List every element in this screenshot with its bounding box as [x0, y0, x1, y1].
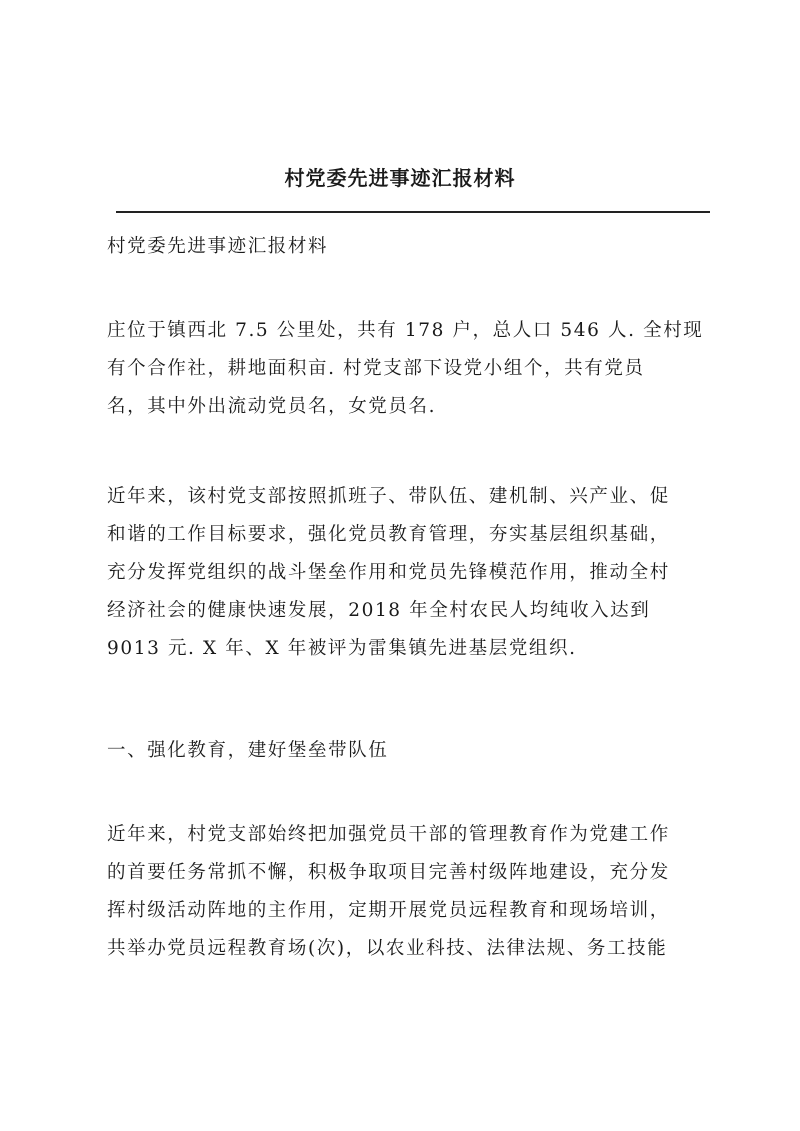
subtitle-line: 村党委先进事迹汇报材料: [107, 236, 329, 257]
paragraph-education: [107, 816, 717, 968]
section-heading-text: 一、强化教育，建好堡垒带队伍: [107, 740, 389, 761]
paragraph-line: 的首要任务常抓不懈，积极争取项目完善村级阵地建设，充分发: [107, 862, 670, 883]
paragraph-line: 挥村级活动阵地的主作用，定期开展党员远程教育和现场培训，: [107, 900, 670, 921]
paragraph-line: 共举办党员远程教育场(次)，以农业科技、法律法规、务工技能: [107, 938, 668, 959]
section-heading: [107, 732, 717, 770]
paragraph-recent-achievements: [107, 478, 717, 668]
paragraph-line: 经济社会的健康快速发展，2018 年全村农民人均纯收入达到: [107, 600, 651, 621]
paragraph-line: 庄位于镇西北 7.5 公里处，共有 178 户，总人口 546 人. 全村现: [107, 320, 704, 341]
paragraph-village-overview: [107, 312, 717, 426]
title-divider: [116, 211, 710, 213]
paragraph-line: 和谐的工作目标要求，强化党员教育管理，夯实基层组织基础，: [107, 524, 670, 545]
paragraph-line: 近年来，该村党支部按照抓班子、带队伍、建机制、兴产业、促: [107, 486, 670, 507]
document-subtitle: [107, 228, 717, 266]
paragraph-line: 有个合作社，耕地面积亩. 村党支部下设党小组个，共有党员: [107, 358, 645, 379]
paragraph-line: 近年来，村党支部始终把加强党员干部的管理教育作为党建工作: [107, 824, 670, 845]
paragraph-line: 名，其中外出流动党员名，女党员名.: [107, 396, 437, 417]
paragraph-line: 充分发挥党组织的战斗堡垒作用和党员先锋模范作用，推动全村: [107, 562, 670, 583]
paragraph-line: 9013 元. X 年、X 年被评为雷集镇先进基层党组织.: [107, 638, 577, 659]
document-title: 村党委先进事迹汇报材料: [284, 166, 516, 190]
